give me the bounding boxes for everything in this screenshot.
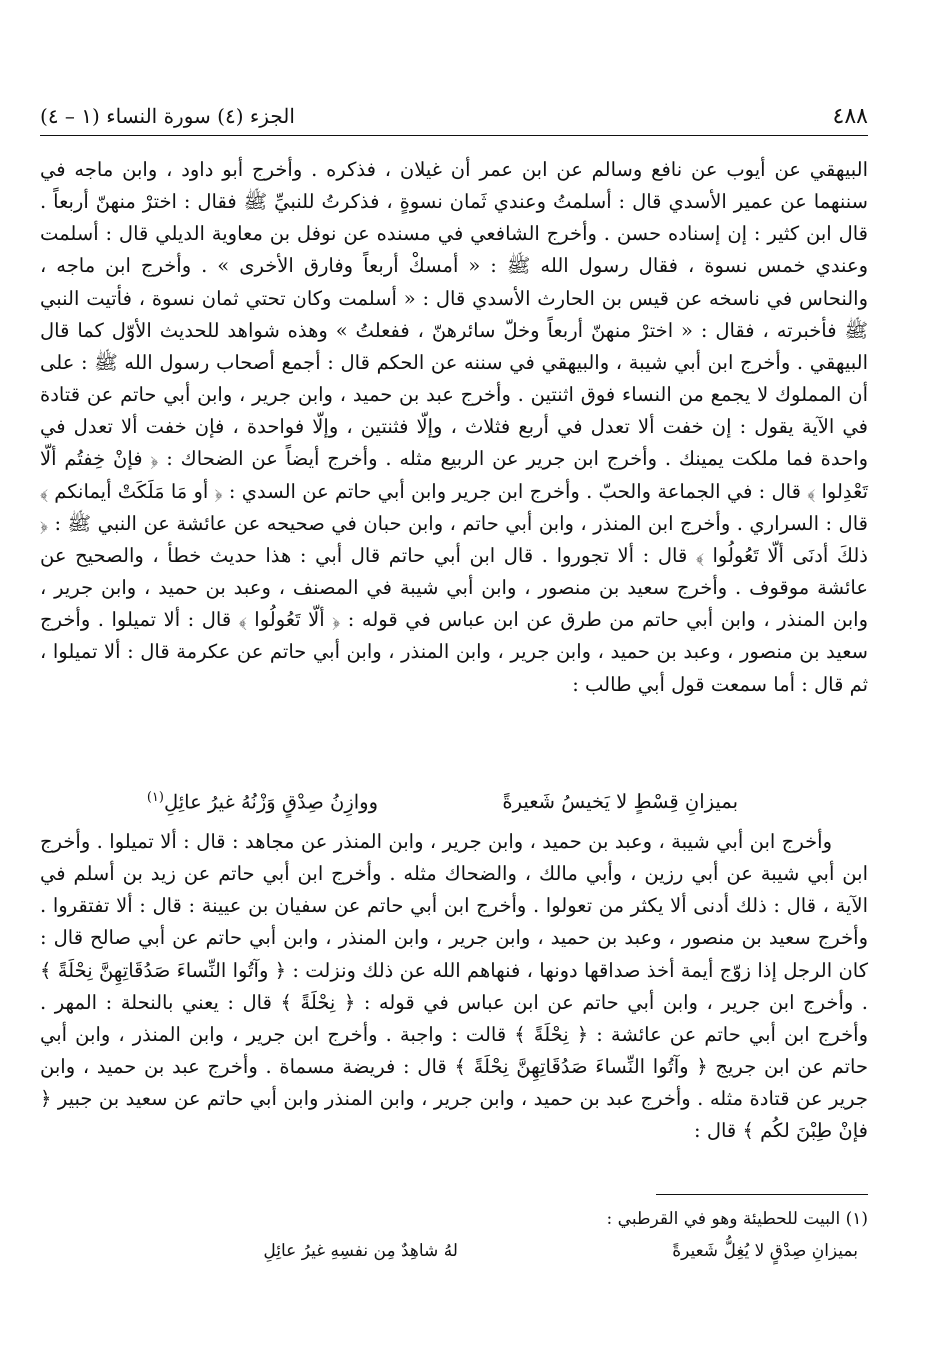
running-title: الجزء (٤) سورة النساء (١ – ٤) [40,104,295,128]
footnote-1: (١) البيت للحطيئة وهو في القرطبي : [606,1209,868,1229]
main-text-block [40,154,868,701]
verse-second-hemistich [147,790,378,814]
paragraph: وأخرج ابن أبي شيبة ، وعبد بن حميد ، وابن جرير ، وابن المنذر عن مجاهد : قال : ألا تميلوا . وأخرج ابن أبي شيبة عن أبي رزين ، وأبي مالك ، والضحاك مثله . وأخرج ابن أبي حاتم عن زيد بن أسلم في الآية ، قال : ذلك أدنى ألا يكثر من تعولوا . وأخرج ابن أبي حاتم عن سفيان بن عيينة : قال : ألا تفتقروا . وأخرج سعيد بن منصور ، وعبد بن حميد ، وابن جرير ، وابن المنذر ، وابن أبي حاتم عن أبي صالح قال : كان الرجل إذا زوّج أيمة أخذ صداقها دونها ، فنهاهم الله عن ذلك ونزلت : ﴿ وآتُوا النِّساءَ صَدُقَاتِهِنَّ نِحْلَةً ﴾ . وأخرج ابن جرير ، وابن أبي حاتم عن ابن عباس في قوله : ﴿ نِحْلَةً ﴾ قال : يعني بالنحلة : المهر . وأخرج ابن أبي حاتم عن عائشة : ﴿ نِحْلَةً ﴾ قالت : واجبة . وأخرج ابن جرير ، وابن المنذر ، وابن أبي حاتم عن ابن جريج ﴿ وآتُوا النِّساءَ صَدُقَاتِهِنَّ نِحْلَةً ﴾ قال : فريضة مسماة . وأخرج عبد بن حميد ، وابن جرير عن قتادة مثله . وأخرج عبد بن حميد ، وابن جرير ، وابن المنذر وابن أبي حاتم عن سعيد بن جبير ﴿ فإنْ طِبْنَ لكُم ﴾ قال : [40,830,868,1143]
footnote-divider [656,1194,868,1195]
header-divider [40,135,868,136]
verse-second-hemistich-text: ووازِنُ صِدْقٍ وَزْنُهُ غيرُ عائِلِ [163,790,378,814]
page-number: ٤٨٨ [832,104,868,129]
footnotes [40,1204,868,1268]
paragraph: البيهقي عن أيوب عن نافع وسالم عن ابن عمر أن غيلان ، فذكره . وأخرج أبو داود ، وابن ماجه في سننهما عن عمير الأسدي قال : أسلمتُ وعندي ثَمان نسوةٍ ، فذكرتُ للنبيِّ ﷺ فقال : اخترْ منهنّ أربعاً . قال ابن كثير : إن إسناده حسن . وأخرج الشافعي في مسنده عن نوفل بن معاوية الديلي قال : أسلمت وعندي خمس نسوة ، فقال رسول الله ﷺ : « أمسكْ أربعاً وفارق الأخرى » . وأخرج ابن ماجه ، والنحاس في ناسخه عن قيس بن الحارث الأسدي قال : « أسلمت وكان تحتي ثمان نسوة ، فأتيت النبي ﷺ فأخبرته ، فقال : « اخترْ منهنّ أربعاً وخلّ سائرهنّ ، ففعلتُ » وهذه شواهد للحديث الأوّل كما قال البيهقي . وأخرج ابن أبي شيبة ، والبيهقي في سننه عن الحكم قال : أجمع أصحاب رسول الله ﷺ : على أن المملوك لا يجمع من النساء فوق اثنتين . وأخرج عبد بن حميد ، وابن جرير ، وابن أبي حاتم عن قتادة في الآية يقول : إن خفت ألا تعدل في أربع فثلاث ، وإلّا فثنتين ، وإلّا فواحدة ، فإن خفت ألا تعدل في واحدة فما ملكت يمينك . وأخرج ابن جرير عن الربيع مثله . وأخرج أيضاً عن الضحاك : ﴿ فإنْ خِفتُم ألّا تَعْدِلوا ﴾ قال : في الجماعة والحبّ . وأخرج ابن جرير وابن أبي حاتم عن السدي : ﴿ أو مَا مَلَكَتْ أيمانكم ﴾ قال : السراري . وأخرج ابن المنذر ، وابن أبي حاتم ، وابن حبان في صحيحه عن عائشة عن النبي ﷺ : ﴿ ذلكَ أدنَى ألّا تَعُولُوا ﴾ قال : ألا تجوروا . قال ابن أبي حاتم قال أبي : هذا حديث خطأ ، والصحيح عن عائشة موقوف . وأخرج سعيد بن منصور ، وابن أبي شيبة في المصنف ، وعبد بن حميد ، وابن جرير ، وابن المنذر ، وابن أبي حاتم من طرق عن ابن عباس في قوله : ﴿ ألّا تَعُولُوا ﴾ قال : ألا تميلوا . وأخرج سعيد بن منصور ، وعبد بن حميد ، وابن جرير ، وابن المنذر ، وابن أبي حاتم عن عكرمة قال : ألا تميلوا ، ثم قال : أما سمعت قول أبي طالب : [40,158,868,696]
footnote-verse-second-hemistich: لهُ شاهِدٌ مِن نفسِهِ غيرُ عائِلِ [263,1241,458,1261]
footnote-marker: (١) [146,790,164,805]
main-text-block-continued [40,826,868,1148]
footnote-verse-first-hemistich: بميزانِ صِدْقٍ لا يُغِلُّ شَعيرةً [672,1241,858,1261]
verse-first-hemistich: بميزانِ قِسْطٍ لا يَخيسُ شَعيرةً [502,790,738,813]
footnote-verse [40,1236,868,1268]
poetry-verse [40,790,868,822]
page-header [40,102,868,132]
